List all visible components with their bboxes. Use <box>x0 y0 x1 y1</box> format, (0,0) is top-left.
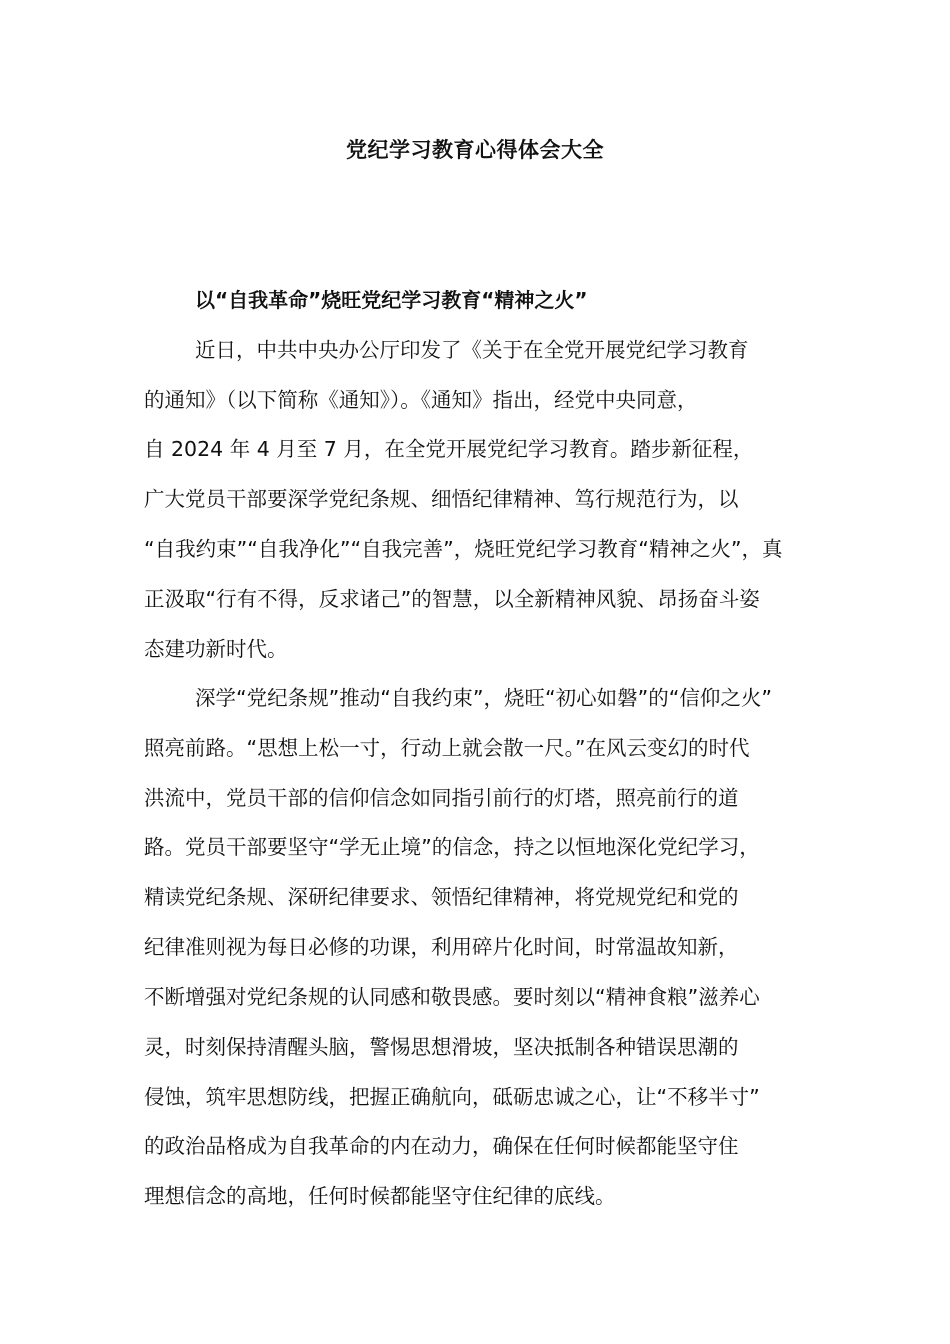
paragraph-line: 的通知》（以下简称《通知》）。《通知》指出，经党中央同意， <box>144 388 698 412</box>
section-heading: 以“自我革命”烧旺党纪学习教育“精神之火” <box>195 288 588 312</box>
paragraph-line: 侵蚀，筑牢思想防线，把握正确航向，砥砺忠诚之心，让“不移半寸” <box>144 1085 760 1109</box>
paragraph-line: 态建功新时代。 <box>144 637 288 661</box>
paragraph-line: 深学“党纪条规”推动“自我约束”，烧旺“初心如磐”的“信仰之火” <box>195 686 772 710</box>
paragraph-line: 精读党纪条规、深研纪律要求、领悟纪律精神，将党规党纪和党的 <box>144 885 739 909</box>
paragraph-line: 近日，中共中央办公厅印发了《关于在全党开展党纪学习教育 <box>195 338 749 362</box>
document-title: 党纪学习教育心得体会大全 <box>346 138 604 162</box>
paragraph-line: 正汲取“行有不得，反求诸己”的智慧，以全新精神风貌、昂扬奋斗姿 <box>144 587 760 611</box>
paragraph-line: 自 2024 年 4 月至 7 月，在全党开展党纪学习教育。踏步新征程， <box>144 437 754 461</box>
paragraph-line: 的政治品格成为自我革命的内在动力，确保在任何时候都能坚守住 <box>144 1134 739 1158</box>
paragraph-line: 理想信念的高地，任何时候都能坚守住纪律的底线。 <box>144 1184 616 1208</box>
paragraph-line: “自我约束”“自我净化”“自我完善”，烧旺党纪学习教育“精神之火”，真 <box>144 537 783 561</box>
paragraph-line: 灵，时刻保持清醒头脑，警惕思想滑坡，坚决抵制各种错误思潮的 <box>144 1035 739 1059</box>
paragraph-line: 纪律准则视为每日必修的功课，利用碎片化时间，时常温故知新， <box>144 935 739 959</box>
paragraph-line: 广大党员干部要深学党纪条规、细悟纪律精神、笃行规范行为，以 <box>144 487 739 511</box>
paragraph-line: 路。党员干部要坚守“学无止境”的信念，持之以恒地深化党纪学习， <box>144 835 760 859</box>
paragraph-line: 照亮前路。“思想上松一寸，行动上就会散一尺。”在风云变幻的时代 <box>144 736 750 760</box>
paragraph-line: 洪流中，党员干部的信仰信念如同指引前行的灯塔，照亮前行的道 <box>144 786 739 810</box>
paragraph-line: 不断增强对党纪条规的认同感和敬畏感。要时刻以“精神食粮”滋养心 <box>144 985 760 1009</box>
